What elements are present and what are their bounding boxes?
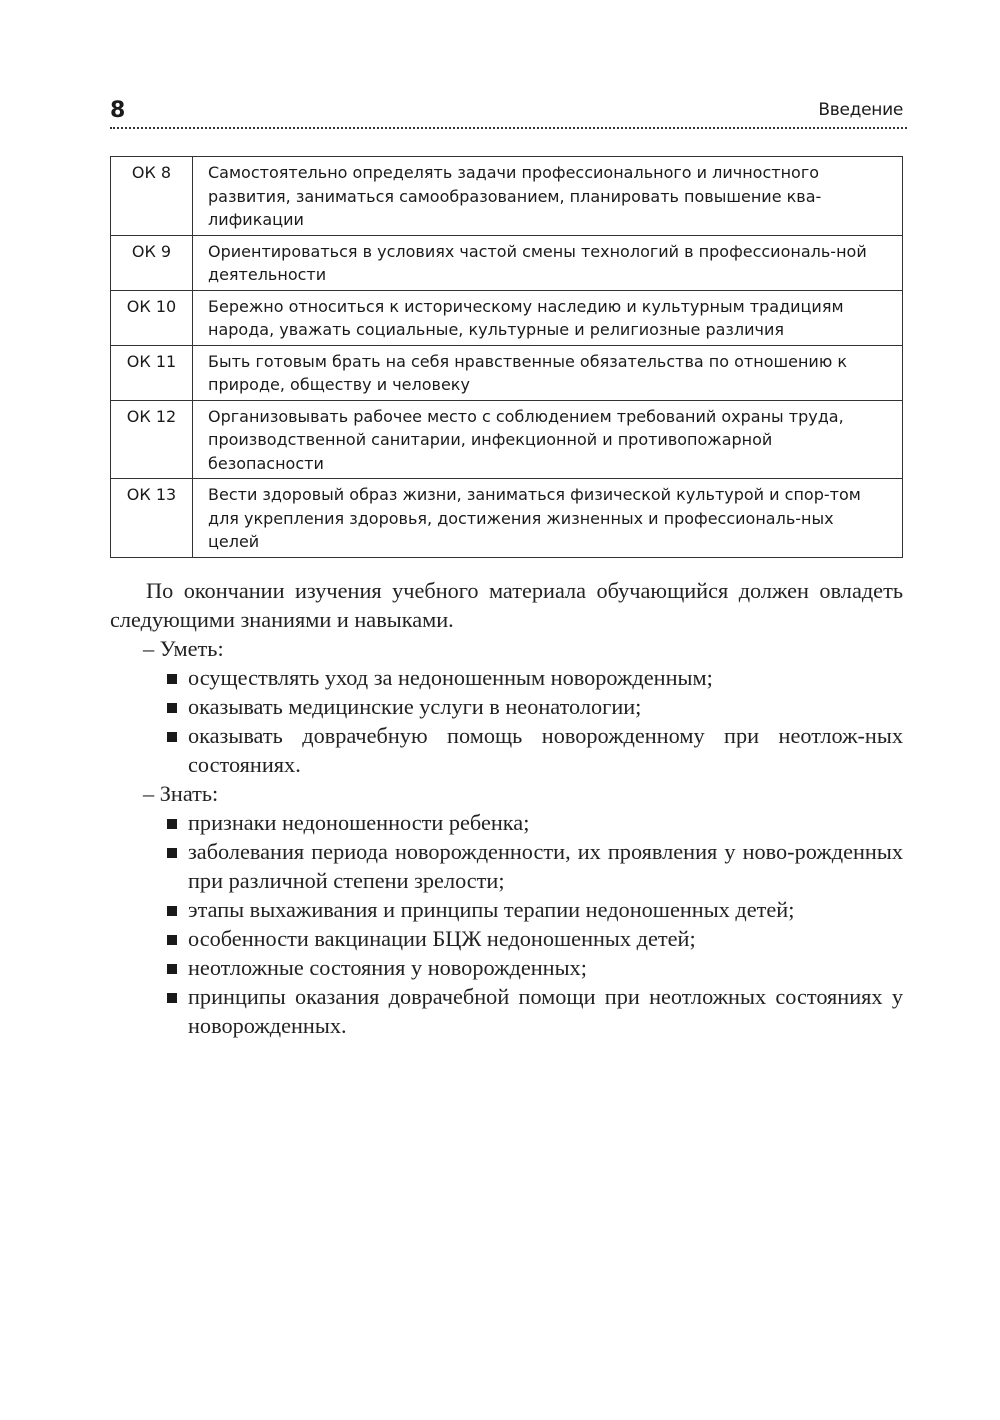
intro-paragraph: По окончании изучения учебного материала обучающийся должен овладеть следующими знаниями и навыками. [110, 578, 903, 632]
page-header [110, 96, 903, 130]
competency-text: Ориентироваться в условиях частой смены технологий в профессиональ-ной деятельности [193, 235, 903, 290]
list-item [166, 953, 903, 982]
competency-code: ОК 13 [111, 479, 193, 558]
list-item-text: оказывать доврачебную помощь новорожденному при неотлож-ных состояниях. [188, 723, 903, 777]
square-bullet-icon [167, 703, 177, 713]
square-bullet-icon [167, 848, 177, 858]
square-bullet-icon [167, 674, 177, 684]
square-bullet-icon [167, 732, 177, 742]
list-item [166, 808, 903, 837]
list-item [166, 837, 903, 895]
table-row [111, 400, 903, 479]
competency-code: ОК 11 [111, 345, 193, 400]
competency-text: Бережно относиться к историческому наследию и культурным традициям народа, уважать социальные, культурные и религиозные различия [193, 290, 903, 345]
competency-text: Быть готовым брать на себя нравственные обязательства по отношению к природе, обществу и человеку [193, 345, 903, 400]
list-item-text: заболевания периода новорожденности, их проявления у ново-рожденных при различной степени зрелости; [188, 839, 903, 893]
competency-code: ОК 12 [111, 400, 193, 479]
list-item-text: принципы оказания доврачебной помощи при неотложных состояниях у новорожденных. [188, 984, 903, 1038]
list-item [166, 692, 903, 721]
square-bullet-icon [167, 906, 177, 916]
list-item-text: осуществлять уход за недоношенным новорожденным; [188, 665, 713, 690]
competency-code: ОК 9 [111, 235, 193, 290]
list-item-text: этапы выхаживания и принципы терапии недоношенных детей; [188, 897, 795, 922]
list-item [166, 663, 903, 692]
competency-text: Вести здоровый образ жизни, заниматься физической культурой и спор-том для укрепления здоровья, достижения жизненных и профессиональ-ных целей [193, 479, 903, 558]
knowledge-heading: – Знать: [143, 781, 219, 806]
competency-code: ОК 8 [111, 157, 193, 236]
table-row [111, 345, 903, 400]
list-item-text: неотложные состояния у новорожденных; [188, 955, 587, 980]
list-item [166, 982, 903, 1040]
square-bullet-icon [167, 935, 177, 945]
table-row [111, 290, 903, 345]
competencies-table [110, 156, 903, 558]
knowledge-list [110, 808, 903, 1040]
skills-heading: – Уметь: [143, 636, 224, 661]
square-bullet-icon [167, 993, 177, 1003]
square-bullet-icon [167, 964, 177, 974]
page-number: 8 [110, 98, 126, 123]
list-item [166, 924, 903, 953]
list-item-text: признаки недоношенности ребенка; [188, 810, 530, 835]
list-item-text: оказывать медицинские услуги в неонатологии; [188, 694, 642, 719]
table-row [111, 157, 903, 236]
body-text [110, 576, 903, 1040]
skills-list [110, 663, 903, 779]
square-bullet-icon [167, 819, 177, 829]
table-row [111, 235, 903, 290]
list-item [166, 721, 903, 779]
competency-code: ОК 10 [111, 290, 193, 345]
competency-text: Организовывать рабочее место с соблюдением требований охраны труда, производственной санитарии, инфекционной и противопожарной безопасности [193, 400, 903, 479]
table-row [111, 479, 903, 558]
running-section-title: Введение [818, 100, 903, 120]
list-item-text: особенности вакцинации БЦЖ недоношенных детей; [188, 926, 696, 951]
header-dotted-rule [110, 127, 907, 129]
list-item [166, 895, 903, 924]
competency-text: Самостоятельно определять задачи профессионального и личностного развития, заниматься самообразованием, планировать повышение ква-лификации [193, 157, 903, 236]
